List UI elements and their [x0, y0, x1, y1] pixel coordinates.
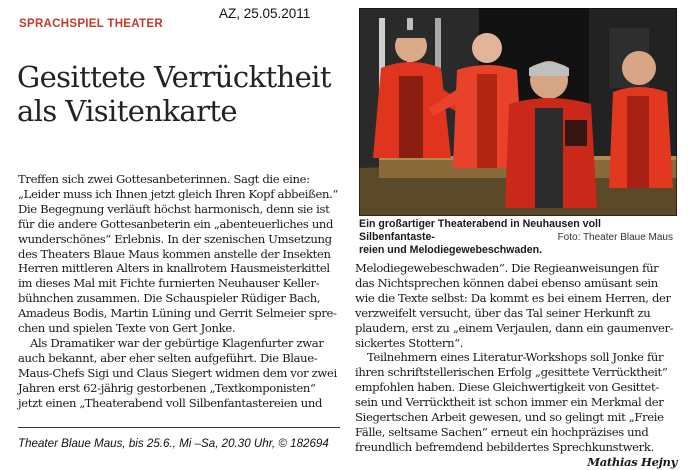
body-line: wunderschönes“ Erlebnis. In der szenischen Umsetzung: [18, 231, 332, 246]
body-line: Herren mittleren Alters in knallrotem Hausmeisterkittel: [18, 261, 330, 276]
stage-photo: [359, 8, 677, 216]
body-line: verzweifelt versucht, über das Tal seiner Herkunft zu: [355, 305, 651, 320]
headline-line: als Visitenkarte: [17, 94, 237, 128]
body-line: Als Dramatiker war der gebürtige Klagenfurter zwar: [30, 335, 324, 350]
headline: [17, 60, 347, 128]
stage-photo-illustration: [359, 8, 677, 216]
section-label: SPRACHSPIEL THEATER: [19, 18, 163, 30]
body-line: jetzt einen „Theaterabend voll Silbenfantastereien und: [18, 395, 323, 410]
photo-credit: Foto: Theater Blaue Maus: [557, 232, 673, 243]
body-line: empfohlen haben. Diese Gleichwertigkeit von Gesittet-: [355, 380, 659, 395]
body-line: Die Begegnung verläuft höchst harmonisch, denn sie ist: [18, 201, 330, 216]
body-line: sein und Verrücktheit ist schon immer ein Merkmal der: [355, 395, 664, 410]
author-byline: Mathias Hejny: [587, 454, 677, 469]
caption-line: reien und Melodiegewebeschwaden.: [359, 244, 543, 256]
footer-divider: [18, 427, 340, 428]
body-line: Jahren erst 62-jährig gestorbenen „Textkomponisten“: [18, 380, 316, 395]
headline-line: Gesittete Verrücktheit: [17, 60, 331, 94]
body-line: Maus-Chefs Sigi und Claus Siegert widmen dem vor zwei: [18, 365, 337, 380]
photo-caption: [359, 218, 679, 257]
body-line: plaudern, erst zu „einem Verjaulen, dann ein gaumenver-: [355, 320, 674, 335]
body-line: Fälle, seltsame Sachen“ erneut ein hochpräzises und: [355, 424, 649, 439]
body-line: das Nichtsprechen können dabei ebenso amüsant sein: [355, 275, 658, 290]
dateline: AZ, 25.05.2011: [219, 6, 311, 21]
body-line: „Leider muss ich Ihnen jetzt gleich Ihren Kopf abbeißen.“: [18, 186, 339, 201]
caption-line: Ein großartiger Theaterabend in Neuhausen voll Silbenfantaste-: [359, 218, 601, 243]
article-column-left: [18, 172, 348, 411]
body-line: für die andere Gottesanbeterin ein „abenteuerliches und: [18, 216, 334, 231]
body-line: Melodiegewebeschwaden“. Die Regieanweisungen für: [355, 261, 659, 275]
article-column-right: [355, 261, 677, 470]
body-line: Treffen sich zwei Gottesanbeterinnen. Sagt die eine:: [18, 172, 310, 186]
body-line: ihren schriftstellerischen Erfolg „gesittete Verrücktheit“: [355, 365, 668, 380]
body-line: chen und spielen Texte von Gert Jonke.: [18, 321, 236, 336]
event-info: Theater Blaue Maus, bis 25.6., Mi –Sa, 20.30 Uhr, © 182694: [18, 437, 329, 450]
body-line: Amadeus Bodis, Martin Lüning und Gerrit Selmeier spre-: [18, 306, 337, 321]
body-line: des Theaters Blaue Maus kommen anstelle der Insekten: [18, 246, 331, 261]
body-line: freundlich befremdend bebildertes Sprechkunstwerk.: [355, 439, 654, 454]
body-line: wie die Texte selbst: Da kommt es bei einem Herren, der: [355, 290, 671, 305]
body-line: Teilnehmern eines Literatur-Workshops soll Jonke für: [367, 350, 664, 365]
body-line: im dieses Mal mit Fichte furnierten Neuhauser Keller-: [18, 276, 320, 291]
body-line: sickertes Stottern“.: [355, 335, 464, 350]
body-line: bühnchen zusammen. Die Schauspieler Rüdiger Bach,: [18, 291, 321, 306]
body-line: auch bekannt, aber eher selten aufgeführt. Die Blaue-: [18, 350, 318, 365]
body-line: Siegertschen Arbeit gewesen, und so gelingt mit „Freie: [355, 410, 664, 425]
